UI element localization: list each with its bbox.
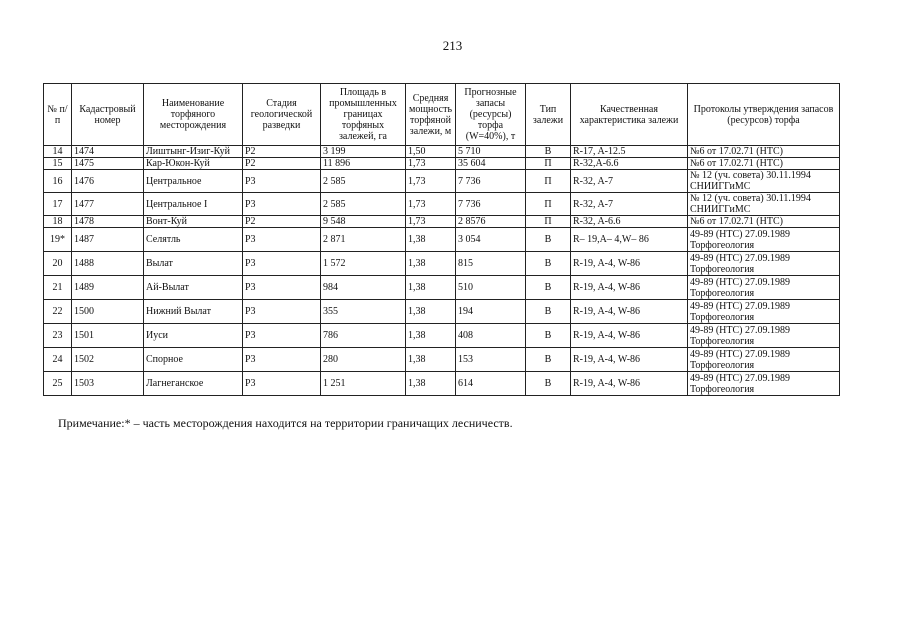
quality-value: R-32, A-6.6 — [571, 216, 688, 228]
row-number: 16 — [44, 170, 72, 193]
row-number: 20 — [44, 252, 72, 276]
quality-value: R-19, A-4, W-86 — [571, 324, 688, 348]
protocol-org: Торфогеология — [690, 263, 755, 275]
reserve-value: 510 — [456, 276, 526, 300]
reserve-value: 3 054 — [456, 228, 526, 252]
protocol-line: 49-89 (НТС) 27.09.1989 — [690, 348, 790, 360]
reserve-value: 2 8576 — [456, 216, 526, 228]
quality-value: R-19, A-4, W-86 — [571, 252, 688, 276]
protocol-cell — [688, 324, 840, 348]
protocol-cell — [688, 193, 840, 216]
depth-value: 1,73 — [406, 170, 456, 193]
quality-value: R-32, A-7 — [571, 193, 688, 216]
protocol-line: 49-89 (НТС) 27.09.1989 — [690, 228, 790, 240]
protocol-line: №6 от 17.02.71 (НТС) — [690, 158, 783, 169]
cadastral-number: 1488 — [72, 252, 144, 276]
cadastral-number: 1478 — [72, 216, 144, 228]
protocol-line: 49-89 (НТС) 27.09.1989 — [690, 372, 790, 384]
exploration-stage: Р3 — [243, 300, 321, 324]
depth-value: 1,38 — [406, 252, 456, 276]
deposit-name: Лагнеганское — [144, 372, 243, 396]
quality-value: R-32,A-6.6 — [571, 158, 688, 170]
quality-value: R-19, A-4, W-86 — [571, 348, 688, 372]
depth-value: 1,38 — [406, 276, 456, 300]
header-name: Наименование торфяного месторождения — [144, 84, 243, 146]
exploration-stage: Р2 — [243, 158, 321, 170]
deposit-name: Селятль — [144, 228, 243, 252]
deposit-type: П — [526, 158, 571, 170]
protocol-cell — [688, 348, 840, 372]
area-value: 1 251 — [321, 372, 406, 396]
cadastral-number: 1477 — [72, 193, 144, 216]
deposit-type: В — [526, 348, 571, 372]
footnote: Примечание:* – часть месторождения находится на территории граничащих лесничеств. — [58, 416, 513, 430]
protocol-line: 49-89 (НТС) 27.09.1989 — [690, 252, 790, 264]
protocol-org: Торфогеология — [690, 287, 755, 299]
protocol-org: СНИИГГиМС — [690, 181, 751, 192]
row-number: 15 — [44, 158, 72, 170]
reserve-value: 614 — [456, 372, 526, 396]
exploration-stage: Р3 — [243, 252, 321, 276]
area-value: 355 — [321, 300, 406, 324]
protocol-org: Торфогеология — [690, 383, 755, 395]
reserve-value: 35 604 — [456, 158, 526, 170]
header-quality: Качественная характеристика залежи — [571, 84, 688, 146]
header-reserve: Прогнозные запасы (ресурсы) торфа (W=40%), т — [456, 84, 526, 146]
table-row — [44, 158, 840, 170]
header-num: № п/п — [44, 84, 72, 146]
area-value: 11 896 — [321, 158, 406, 170]
protocol-line: 49-89 (НТС) 27.09.1989 — [690, 276, 790, 288]
area-value: 2 871 — [321, 228, 406, 252]
peat-deposits-table — [43, 83, 840, 396]
exploration-stage: Р3 — [243, 228, 321, 252]
quality-value: R-19, A-4, W-86 — [571, 276, 688, 300]
deposit-name: Нижний Вылат — [144, 300, 243, 324]
deposit-name: Вылат — [144, 252, 243, 276]
cadastral-number: 1489 — [72, 276, 144, 300]
area-value: 280 — [321, 348, 406, 372]
reserve-value: 194 — [456, 300, 526, 324]
depth-value: 1,73 — [406, 193, 456, 216]
header-stage: Стадия геологической разведки — [243, 84, 321, 146]
table-row — [44, 146, 840, 158]
depth-value: 1,73 — [406, 158, 456, 170]
area-value: 2 585 — [321, 170, 406, 193]
depth-value: 1,73 — [406, 216, 456, 228]
reserve-value: 7 736 — [456, 193, 526, 216]
table-body — [44, 146, 840, 396]
protocol-cell — [688, 146, 840, 158]
header-area: Площадь в промышленных границах торфяных залежей, га — [321, 84, 406, 146]
exploration-stage: Р3 — [243, 193, 321, 216]
deposit-type: В — [526, 372, 571, 396]
deposit-type: В — [526, 324, 571, 348]
table-row — [44, 300, 840, 324]
protocol-cell — [688, 276, 840, 300]
deposit-name: Иуси — [144, 324, 243, 348]
cadastral-number: 1475 — [72, 158, 144, 170]
table-row — [44, 252, 840, 276]
deposit-name: Спорное — [144, 348, 243, 372]
protocol-cell — [688, 300, 840, 324]
protocol-org: СНИИГГиМС — [690, 204, 751, 215]
protocol-cell — [688, 252, 840, 276]
row-number: 24 — [44, 348, 72, 372]
deposit-type: В — [526, 252, 571, 276]
protocol-org: Торфогеология — [690, 359, 755, 371]
protocol-org: Торфогеология — [690, 335, 755, 347]
row-number: 21 — [44, 276, 72, 300]
protocol-cell — [688, 170, 840, 193]
reserve-value: 408 — [456, 324, 526, 348]
deposit-name: Ай-Вылат — [144, 276, 243, 300]
area-value: 2 585 — [321, 193, 406, 216]
protocol-cell — [688, 372, 840, 396]
depth-value: 1,38 — [406, 372, 456, 396]
protocol-org: Торфогеология — [690, 239, 755, 251]
deposit-name: Лиштынг-Изиг-Куй — [144, 146, 243, 158]
header-protocol: Протоколы утверждения запасов (ресурсов) торфа — [688, 84, 840, 146]
header-cadastral: Кадастровый номер — [72, 84, 144, 146]
exploration-stage: Р3 — [243, 348, 321, 372]
page-number: 213 — [442, 38, 463, 53]
row-number: 23 — [44, 324, 72, 348]
table-row — [44, 216, 840, 228]
table-row — [44, 228, 840, 252]
quality-value: R-19, A-4, W-86 — [571, 372, 688, 396]
deposit-type: В — [526, 276, 571, 300]
exploration-stage: Р3 — [243, 170, 321, 193]
area-value: 9 548 — [321, 216, 406, 228]
exploration-stage: Р2 — [243, 216, 321, 228]
exploration-stage: Р3 — [243, 372, 321, 396]
reserve-value: 7 736 — [456, 170, 526, 193]
protocol-line: №6 от 17.02.71 (НТС) — [690, 146, 783, 157]
header-row — [44, 84, 840, 146]
quality-value: R-17, A-12.5 — [571, 146, 688, 158]
protocol-cell — [688, 158, 840, 170]
deposit-type: П — [526, 193, 571, 216]
protocol-cell — [688, 216, 840, 228]
protocol-line: №6 от 17.02.71 (НТС) — [690, 216, 783, 227]
protocol-cell — [688, 228, 840, 252]
row-number: 17 — [44, 193, 72, 216]
deposit-name: Центральное — [144, 170, 243, 193]
cadastral-number: 1487 — [72, 228, 144, 252]
deposit-type: В — [526, 300, 571, 324]
area-value: 786 — [321, 324, 406, 348]
protocol-line: № 12 (уч. совета) 30.11.1994 — [690, 193, 811, 204]
cadastral-number: 1503 — [72, 372, 144, 396]
exploration-stage: Р3 — [243, 324, 321, 348]
table-row — [44, 170, 840, 193]
deposit-name: Кар-Юкон-Куй — [144, 158, 243, 170]
reserve-value: 5 710 — [456, 146, 526, 158]
row-number: 18 — [44, 216, 72, 228]
table-row — [44, 276, 840, 300]
deposit-type: П — [526, 170, 571, 193]
table-row — [44, 193, 840, 216]
area-value: 3 199 — [321, 146, 406, 158]
cadastral-number: 1500 — [72, 300, 144, 324]
deposit-type: В — [526, 146, 571, 158]
deposit-name: Центральное I — [144, 193, 243, 216]
cadastral-number: 1502 — [72, 348, 144, 372]
cadastral-number: 1474 — [72, 146, 144, 158]
row-number: 19* — [44, 228, 72, 252]
protocol-line: 49-89 (НТС) 27.09.1989 — [690, 324, 790, 336]
depth-value: 1,38 — [406, 348, 456, 372]
area-value: 984 — [321, 276, 406, 300]
depth-value: 1,50 — [406, 146, 456, 158]
row-number: 25 — [44, 372, 72, 396]
header-type: Тип залежи — [526, 84, 571, 146]
exploration-stage: Р2 — [243, 146, 321, 158]
deposit-name: Вонт-Куй — [144, 216, 243, 228]
quality-value: R-19, A-4, W-86 — [571, 300, 688, 324]
deposit-type: П — [526, 216, 571, 228]
table-row — [44, 372, 840, 396]
depth-value: 1,38 — [406, 324, 456, 348]
row-number: 22 — [44, 300, 72, 324]
depth-value: 1,38 — [406, 300, 456, 324]
area-value: 1 572 — [321, 252, 406, 276]
protocol-line: № 12 (уч. совета) 30.11.1994 — [690, 170, 811, 181]
quality-value: R– 19,A– 4,W– 86 — [571, 228, 688, 252]
reserve-value: 153 — [456, 348, 526, 372]
reserve-value: 815 — [456, 252, 526, 276]
header-depth: Средняя мощность торфяной залежи, м — [406, 84, 456, 146]
cadastral-number: 1476 — [72, 170, 144, 193]
row-number: 14 — [44, 146, 72, 158]
cadastral-number: 1501 — [72, 324, 144, 348]
protocol-line: 49-89 (НТС) 27.09.1989 — [690, 300, 790, 312]
deposit-type: В — [526, 228, 571, 252]
protocol-org: Торфогеология — [690, 311, 755, 323]
table-row — [44, 348, 840, 372]
table-row — [44, 324, 840, 348]
quality-value: R-32, A-7 — [571, 170, 688, 193]
exploration-stage: Р3 — [243, 276, 321, 300]
depth-value: 1,38 — [406, 228, 456, 252]
